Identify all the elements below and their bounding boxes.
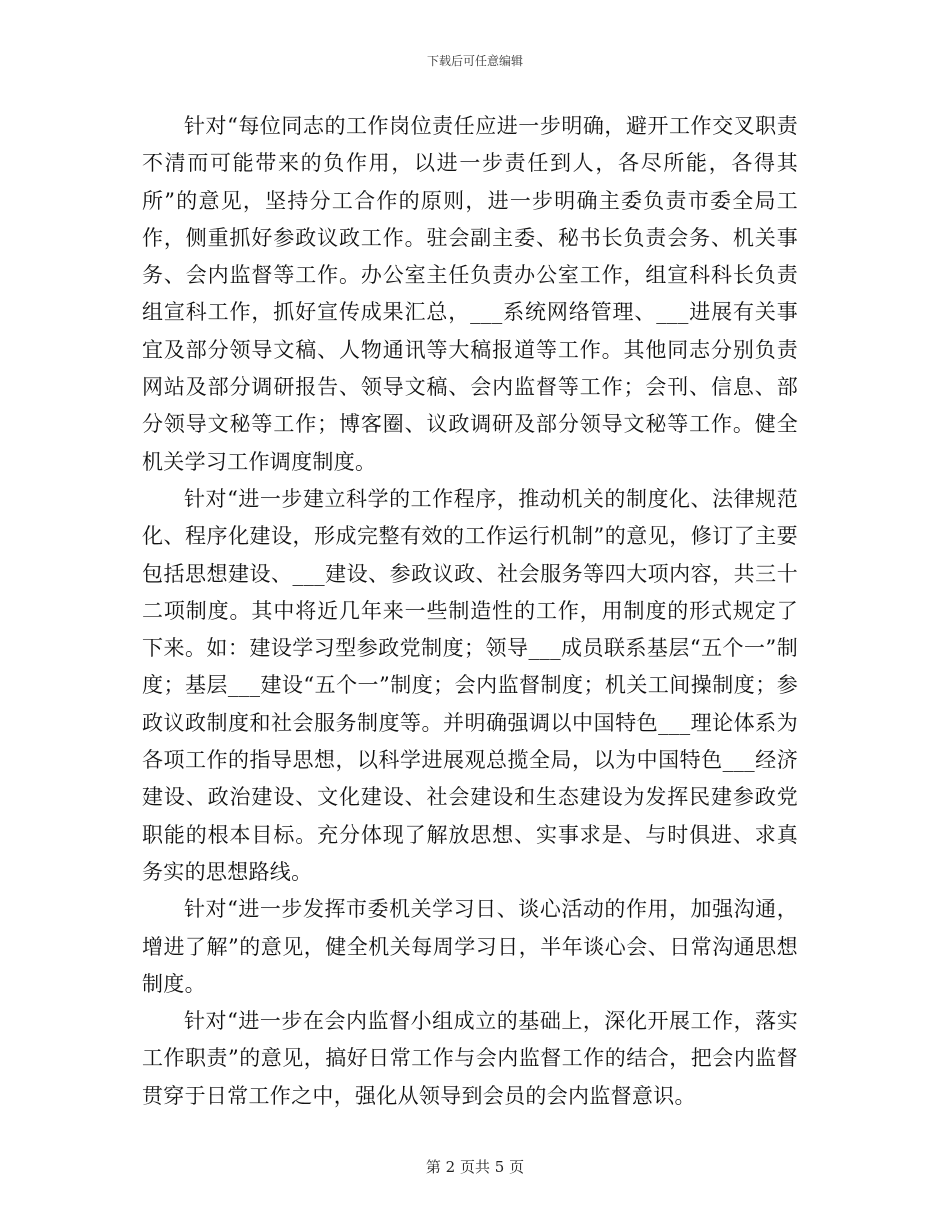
document-body — [142, 108, 798, 1115]
paragraph-4: 针对“进一步在会内监督小组成立的基础上，深化开展工作，落实工作职责”的意见，搞好日常工作与会内监督工作的结合，把会内监督贯穿于日常工作之中，强化从领导到会员的会内监督意识。 — [142, 1009, 798, 1108]
page-number: 第 2 页共 5 页 — [425, 1158, 525, 1176]
paragraph-2: 针对“进一步建立科学的工作程序，推动机关的制度化、法律规范化、程序化建设，形成完整有效的工作运行机制”的意见，修订了主要包括思想建设、___建设、参政议政、社会服务等四大项内容，共三十二项制度。其中将近几年来一些制造性的工作，用制度的形式规定了下来。如：建设学习型参政党制度；领导___成员联系基层“五个一”制度；基层___建设“五个一”制度；会内监督制度；机关工间操制度；参政议政制度和社会服务制度等。并明确强调以中国特色___理论体系为各项工作的指导思想，以科学进展观总揽全局，以为中国特色___经济建设、政治建设、文化建设、社会建设和生态建设为发挥民建参政党职能的根本目标。充分体现了解放思想、实事求是、与时俱进、求真务实的思想路线。 — [142, 486, 798, 884]
paragraph-1: 针对“每位同志的工作岗位责任应进一步明确，避开工作交叉职责不清而可能带来的负作用，以进一步责任到人，各尽所能，各得其所”的意见，坚持分工合作的原则，进一步明确主委负责市委全局工作，侧重抓好参政议政工作。驻会副主委、秘书长负责会务、机关事务、会内监督等工作。办公室主任负责办公室工作，组宣科科长负责组宣科工作，抓好宣传成果汇总，___系统网络管理、___进展有关事宜及部分领导文稿、人物通讯等大稿报道等工作。其他同志分别负责网站及部分调研报告、领导文稿、会内监督等工作；会刊、信息、部分领导文秘等工作；博客圈、议政调研及部分领导文秘等工作。健全机关学习工作调度制度。 — [142, 114, 798, 474]
paragraph-3: 针对“进一步发挥市委机关学习日、谈心活动的作用，加强沟通，增进了解”的意见，健全机关每周学习日，半年谈心会、日常沟通思想制度。 — [142, 897, 798, 996]
page-header: 下载后可任意编辑 — [426, 54, 523, 68]
